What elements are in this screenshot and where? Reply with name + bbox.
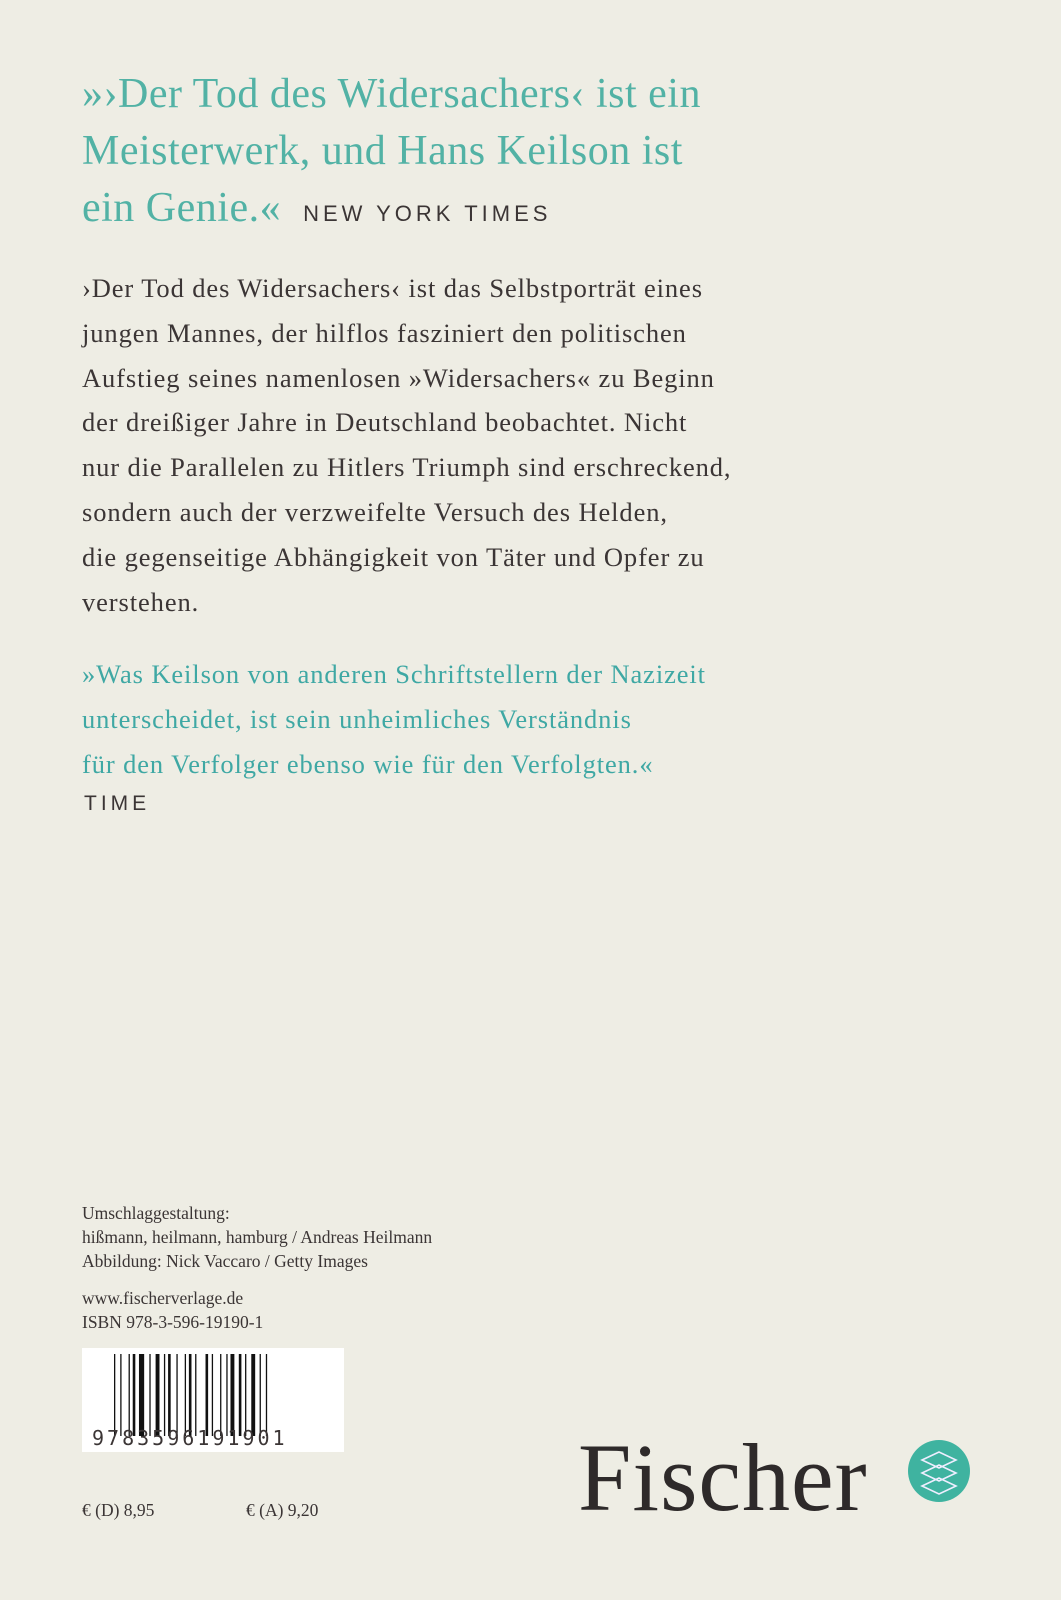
barcode (82, 1348, 344, 1452)
barcode-bar (176, 1354, 177, 1436)
barcode-bar (185, 1354, 186, 1436)
barcode-bar (212, 1354, 213, 1436)
fish-logo-icon (908, 1440, 970, 1502)
barcode-bar (164, 1354, 165, 1436)
barcode-bar (266, 1354, 267, 1436)
blurb-line: Aufstieg seines namenlosen »Widersachers« zu Beginn (82, 362, 715, 393)
barcode-bar (120, 1354, 121, 1436)
price-austria: € (A) 9,20 (246, 1500, 319, 1520)
quote-line: ein Genie.« NEW YORK TIMES (82, 185, 552, 231)
quote-line: für den Verfolger ebenso wie für den Verfolgten.« (82, 749, 654, 779)
quote-source: TIME (84, 792, 151, 815)
credit-line: hißmann, heilmann, hamburg / Andreas Heilmann (82, 1227, 433, 1247)
credit-line: Umschlaggestaltung: (82, 1203, 230, 1223)
headline-quote (82, 66, 701, 242)
quote-line: »›Der Tod des Widersachers‹ ist ein (82, 71, 701, 117)
website-link[interactable]: www.fischerverlage.de (82, 1288, 244, 1308)
price-germany: € (D) 8,95 (82, 1500, 155, 1520)
barcode-bar (168, 1354, 171, 1436)
credit-line: Abbildung: Nick Vaccaro / Getty Images (82, 1251, 368, 1271)
blurb-line: ›Der Tod des Widersachers‹ ist das Selbstporträt eines (82, 273, 703, 303)
barcode-bars (114, 1354, 310, 1436)
barcode-bar (245, 1354, 246, 1436)
barcode-bar (230, 1354, 234, 1436)
barcode-bar (195, 1354, 196, 1436)
barcode-number: 9783596191901 (92, 1426, 288, 1450)
barcode-bar (156, 1354, 160, 1436)
barcode-bar (129, 1354, 130, 1436)
barcode-bar (206, 1354, 209, 1436)
quote-source: NEW YORK TIMES (303, 201, 552, 226)
barcode-bar (220, 1354, 221, 1436)
blurb-line: nur die Parallelen zu Hitlers Triumph sind erschreckend, (82, 452, 732, 483)
quote-line: unterscheidet, ist sein unheimliches Verständnis (82, 704, 632, 734)
blurb (82, 266, 731, 624)
barcode-bar (114, 1354, 115, 1436)
blurb-line: sondern auch der verzweifelte Versuch des Helden, (82, 496, 668, 527)
quote-line: »Was Keilson von anderen Schriftstellern der Nazizeit (82, 659, 706, 689)
barcode-bar (226, 1354, 227, 1436)
publisher-info (82, 1286, 263, 1334)
quote-line: Meisterwerk, und Hans Keilson ist (82, 128, 683, 174)
barcode-bar (260, 1354, 261, 1436)
barcode-bar (149, 1354, 150, 1436)
review-quote (82, 652, 706, 787)
publisher-logo-text: Fischer (578, 1424, 868, 1531)
isbn: ISBN 978-3-596-19190-1 (82, 1312, 264, 1332)
blurb-line: jungen Mannes, der hilflos fasziniert den politischen (82, 317, 687, 348)
barcode-bar (139, 1354, 144, 1436)
barcode-bar (133, 1354, 136, 1436)
blurb-line: der dreißiger Jahre in Deutschland beobachtet. Nicht (82, 407, 688, 438)
credits (82, 1201, 432, 1273)
blurb-line: verstehen. (82, 586, 200, 617)
barcode-bar (239, 1354, 242, 1436)
blurb-line: die gegenseitige Abhängigkeit von Täter und Opfer zu (82, 541, 705, 572)
barcode-bar (251, 1354, 255, 1436)
barcode-bar (189, 1354, 192, 1436)
